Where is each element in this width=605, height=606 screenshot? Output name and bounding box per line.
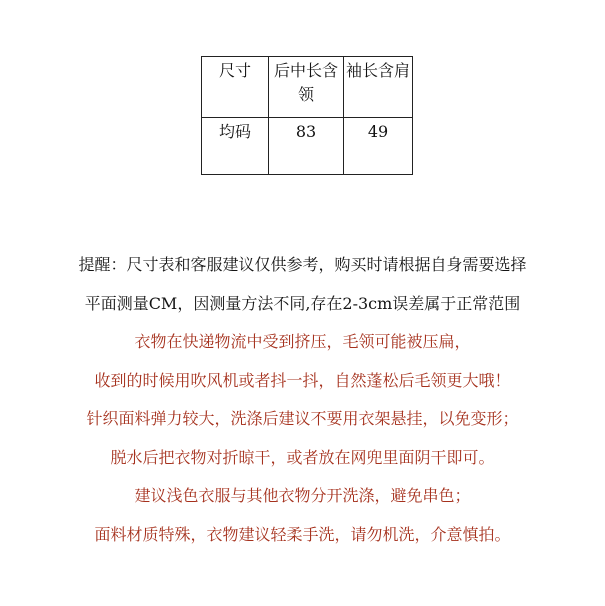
cell-size-value: 均码 — [202, 118, 269, 175]
note-drying: 脱水后把衣物对折晾干，或者放在网兜里面阴干即可。 — [110, 447, 495, 467]
note-color-separate: 建议浅色衣服与其他衣物分开洗涤，避免串色； — [134, 486, 471, 505]
size-table — [201, 56, 413, 175]
cell-sleeve-length-value: 49 — [344, 118, 413, 175]
note-knit-care: 针织面料弹力较大，洗涤后建议不要用衣架悬挂，以免变形； — [86, 409, 519, 428]
notes-block — [0, 250, 605, 558]
header-back-length: 后中长含领 — [269, 57, 344, 118]
note-hand-wash: 面料材质特殊，衣物建议轻柔手洗，请勿机洗，介意慎拍。 — [94, 524, 511, 544]
header-sleeve-length: 袖长含肩 — [344, 57, 413, 118]
note-measurement: 平面测量CM，因测量方法不同,存在2-3cm误差属于正常范围 — [84, 293, 521, 313]
cell-back-length-value: 83 — [269, 118, 344, 175]
note-reminder: 提醒：尺寸表和客服建议仅供参考，购买时请根据自身需要选择 — [78, 255, 527, 274]
size-table-header-row — [202, 57, 413, 118]
note-shipping: 衣物在快递物流中受到挤压，毛领可能被压扁， — [134, 332, 471, 351]
note-fluff-collar: 收到的时候用吹风机或者抖一抖，自然蓬松后毛领更大哦！ — [94, 370, 511, 390]
header-size: 尺寸 — [202, 57, 269, 118]
table-row — [202, 118, 413, 175]
